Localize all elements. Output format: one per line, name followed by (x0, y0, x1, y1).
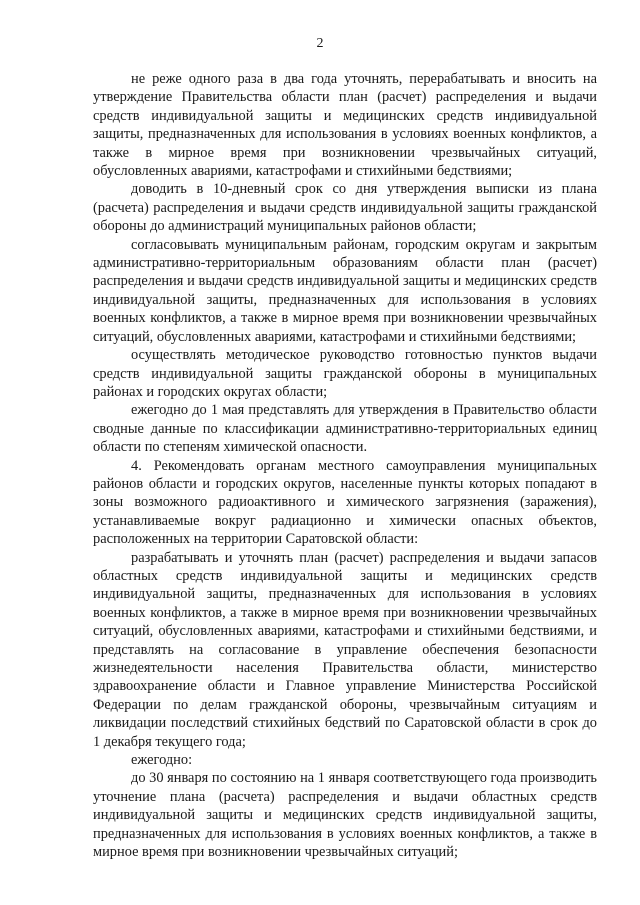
paragraph-january-update: до 30 января по состоянию на 1 января соответствующего года производить уточнение плана (расчета) распределения и выдачи областных средств индивидуальной защиты и медицинских средств индивидуальной защиты, предназначенных для использования в условиях военных конфликтов, а также в мирное время при возникновении чрезвычайных ситуаций; (93, 770, 597, 861)
paragraph-revise-plan: не реже одного раза в два года уточнять, перерабатывать и вносить на утверждение Правительства области план (расчет) распределения и выдачи средств индивидуальной защиты и медицинских средств индивидуальной защиты, предназначенных для использования в условиях военных конфликтов, а также в мирное время при возникновении чрезвычайных ситуаций, обусловленных авариями, катастрофами и стихийными бедствиями; (93, 71, 597, 180)
paragraph-annual-report: ежегодно до 1 мая представлять для утверждения в Правительство области сводные данные по классификации административно-территориальных единиц области по степеням химической опасности. (93, 402, 597, 456)
paragraph-develop-plan: разрабатывать и уточнять план (расчет) распределения и выдачи запасов областных средств индивидуальной защиты и медицинских средств индивидуальной защиты, предназначенных для использования в условиях военных конфликтов, а также в мирное время при возникновении чрезвычайных ситуаций, обусловленных авариями, катастрофами и стихийными бедствиями, и представлять на согласование в управление обеспечения безопасности жизнедеятельности населения Правительства области, министерство здравоохранение области и Главное управление Министерства Российской Федерации по делам гражданской обороны, чрезвычайным ситуациям и ликвидации последствий стихийных бедствий по Саратовской области в срок до 1 декабря текущего года; (93, 549, 597, 750)
document-body (93, 70, 597, 861)
paragraph-methodical-guidance: осуществлять методическое руководство готовностью пунктов выдачи средств индивидуальной защиты гражданской обороны в муниципальных районах и городских округах области; (93, 347, 597, 400)
paragraph-coordinate-plan: согласовывать муниципальным районам, городским округам и закрытым административно-территориальным образованиям области план (расчет) распределения и выдачи средств индивидуальной защиты и медицинских средств индивидуальной защиты, предназначенных для использования в условиях военных конфликтов, а также в мирное время при возникновении чрезвычайных ситуаций, обусловленных авариями, катастрофами и стихийными бедствиями; (93, 236, 597, 345)
paragraph-annually: ежегодно: (131, 752, 193, 769)
paragraph-deliver-extracts: доводить в 10-дневный срок со дня утверждения выписки из плана (расчета) распределения и выдачи средств индивидуальной защиты гражданской обороны до администраций муниципальных районов области; (93, 181, 597, 235)
paragraph-item-4: 4. Рекомендовать органам местного самоуправления муниципальных районов области и городских округов, населенные пункты которых попадают в зоны возможного радиоактивного и химического загрязнения (заражения), устанавливаемые вокруг радиационно и химически опасных объектов, расположенных на территории Саратовской области: (93, 457, 597, 548)
page-number: 2 (316, 36, 324, 51)
